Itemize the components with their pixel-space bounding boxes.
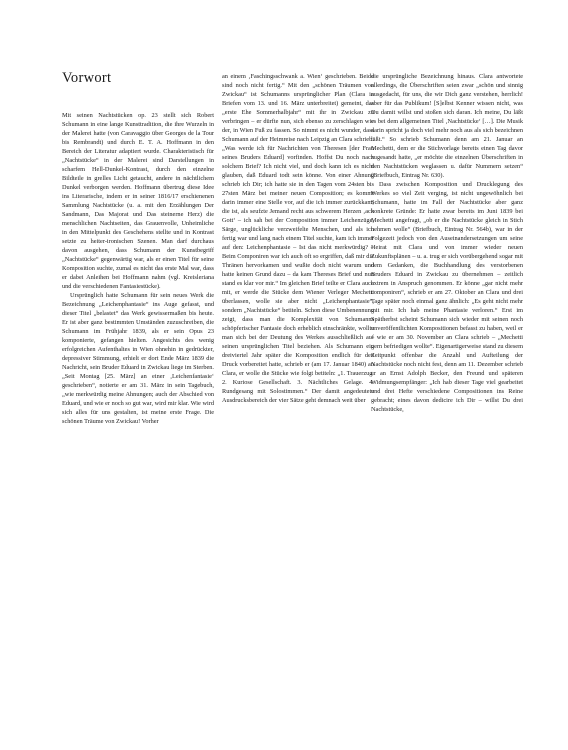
paragraph: Dass zwischen Komposition und Drucklegung des Werkes so viel Zeit verging, ist nicht ungewöhnlich bei Schumann, hatte im Fall der Nachtstücke aber ganz konkrete Gründe: Er hatte zwar bereits im Juni 1839 bei Mechetti angefragt, „ob er die Nachtstücke gleich in Stich nehmen wolle“ (Briefbuch, Eintrag Nr. 564b), war in der Folgezeit jedoch von den Auseinandersetzungen um seine Heirat mit Clara und von immer wieder neuen Zukunftsplänen – u. a. trug er sich vorübergehend sogar mit dem Gedanken, die Buchhandlung des verstorbenen Bruders Eduard in Zwickau zu übernehmen – zeitlich extrem in Anspruch genommen. Er könne „gar nicht mehr componiren“, schrieb er am 27. Oktober an Clara und drei Tage später noch einmal ganz ähnlich: „Es geht nicht mehr mit mir. Ich hab meine Phantasie verloren.“ Erst im Spätherbst scheint Schumann sich wieder mit seinen noch unveröffentlichten Kompositionen befasst zu haben, weil er – wie er am 30. November an Clara schrieb – „Mechetti gern befriedigen wollte“. Eigenartigerweise stand zu diesem Zeitpunkt offenbar die Anzahl und Aufteilung der Nachtstücke noch nicht fest, denn am 11. Dezember schrieb er an Ernst Adolph Becker, den Freund und späteren Widmungsempfänger: „Ich hab dieser Tage viel gearbeitet und drei Hefte verschiedene Compositionen ins Reine gebracht; eines davon dedicire ich Dir – willst Du drei Nachtstücke, [371, 181, 523, 413]
paragraph: die ursprüngliche Bezeichnung hinaus. Clara antwortete allerdings, die Überschriften seien zwar „schön und sinnig ausgedacht, für uns, die wir Dich ganz verstehen, herrlich! aber für das Publikum! [S]elbst Kenner wissen nicht, was Du damit willst und stoßen sich daran. Ich meine, Du läßt es bei dem allgemeinen Titel ‚Nachtstücke‘ […]. Die Musik darin spricht ja doch viel mehr noch aus als sich bezeichnen läßt.“ So schrieb Schumann denn am 21. Januar an Mechetti, dem er die Stichvorlage bereits einen Tag davor zugesandt hatte, „er möchte die einzelnen Überschriften in den Nachtstücken weglassen u. dafür Nummern setzen“ (Briefbuch, Eintrag Nr. 630). [371, 73, 523, 179]
text-column-3 [371, 72, 523, 414]
paragraph: Ursprünglich hatte Schumann für sein neues Werk die Bezeichnung „Leichenphantasie“ ins Auge gefasst, und dieser Titel „belastet“ das Werk gewissermaßen bis heute. Er ist aber ganz bestimmten Umständen zuzuschreiben, die Schumann im Frühjahr 1839, als er sein Opus 23 komponierte, gefangen hielten. Angesichts des wenig erfolgreichen Aufenthaltes in Wien ohnehin in gedrückter, depressiver Stimmung, erhielt er dort Ende März 1839 die Nachricht, sein Bruder Eduard in Zwickau liege im Sterben. „Seit Montag [25. März] an einer ‚Leichenfantasie‘ geschrieben“, notierte er am 31. März in sein Tagebuch, „wie merkwürdig meine Ahnungen; auch der Abschied von Eduard, und wie er noch so gut war, wird mir klar. Wie wird sich alles für uns gestalten, ist meine erste Frage. Die schönen Träume von Zwickau! Vorher [62, 292, 214, 425]
text-column-2 [222, 72, 374, 405]
paragraph: an einem ‚Faschingsschwank a. Wien‘ geschrieben. Beide sind noch nicht fertig.“ Mit den „schönen Träumen von Zwickau“ ist Schumanns ursprünglicher Plan (Clara in Briefen vom 13. und 16. März unterbreitet) gemeint, das „erste Ehe Sommerhalbjahr“ mit ihr in Zwickau zu verbringen – er dürfte nun, sich ebenso zu zerschlagen wie der, in Wien Fuß zu fassen. So nimmt es nicht wunder, dass Schumann auf der Heimreise nach Leipzig an Clara schrieb: „Was werde ich für Nachrichten von Theresen [der Frau seines Bruders Eduard] vorfinden. Hoffst Du noch nach solchem Brief? Ich nicht viel, und doch kann ich es nicht glauben, daß Eduard todt sein könne. Von einer Ahnung schrieb ich Dir; ich hatte sie in den Tagen vom 24sten bis 27sten März bei meiner neuen Composition; es kommt darin immer eine Stelle vor, auf die ich immer zurückkam; die ist, als seufzte Jemand recht aus schwerem Herzen ‚ach Gott‘ – ich sah bei der Composition immer Leichenzüge, Särge, unglückliche verzweifelte Menschen, und als ich fertig war und lang nach einem Titel suchte, kam ich immer auf den: Leichenphantasie – Ist das nicht merkwürdig? – Beim Componiren war ich auch oft so ergriffen, daß mir die Thränen hervorkamen und wußte doch nicht warum und hatte keinen Grund dazu – da kam Thereses Brief und nun stand es klar vor mir.“ Im gleichen Brief teilte er Clara auch mit, er werde die Stücke dem Wiener Verleger Mechetti überlassen, wolle sie aber nicht „Leichenphantasie“, sondern „Nachtstücke“ betiteln. Schon diese Umbenennung zeigt, dass man die Komplexität von Schumanns schöpferischer Fantasie doch erheblich einschränkte, wollte man sich bei der Deutung des Werkes ausschließlich auf seinen ursprünglichen Titel beziehen. Als Schumann ein dreiviertel Jahr später die Komposition endlich für den Druck vorbereitet hatte, schrieb er (am 17. Januar 1840) an Clara, er wolle die Stücke wie folgt betiteln: „1. Trauerzug. 2. Kuriose Gesellschaft. 3. Nächtliches Gelage. 4. Rundgesang mit Solostimmen.“ Der damit angedeutete Ausdrucksbereich der vier Sätze geht demnach weit über [222, 73, 374, 404]
section-heading: Vorwort [62, 70, 112, 86]
paragraph: Mit seinen Nachtstücken op. 23 stellt sich Robert Schumann in eine lange Kunsttradition, die ihre Wurzeln in der Malerei hatte (von Caravaggio über Georges de la Tour bis Rembrandt) und durch E. T. A. Hoffmann in den Bereich der Literatur adaptiert wurde. Charakteristisch für „Nachtstücke“ in der Malerei sind Darstellungen in scharfem Hell-Dunkel-Kontrast, durch den einzelne Bildteile in grelles Licht getaucht, andere in nächtlichem Dunkel verborgen werden. Hoffmann übertrug diese Idee ins Literarische, indem er in seiner 1816/17 erschienenen Sammlung Nachtstücke (u. a. mit den Erzählungen Der Sandmann, Das Majorat und Das steinerne Herz) die menschlichen Nachtseiten, das Grauenvolle, Unheimliche in den Mittelpunkt des Geschehens stellte und in Kontrast setzte zu heiter-ironischen Szenen. Man darf durchaus davon ausgehen, dass Schumann der Kunstbegriff „Nachtstücke“ gegenwärtig war, als er einen Titel für seine Komposition suchte, zumal es nicht das erste Mal war, dass er dabei Anleihen bei Hoffmann nahm (vgl. Kreisleriana und die verschiedenen Fantasiestücke). [62, 112, 214, 290]
text-column-1 [62, 111, 214, 426]
